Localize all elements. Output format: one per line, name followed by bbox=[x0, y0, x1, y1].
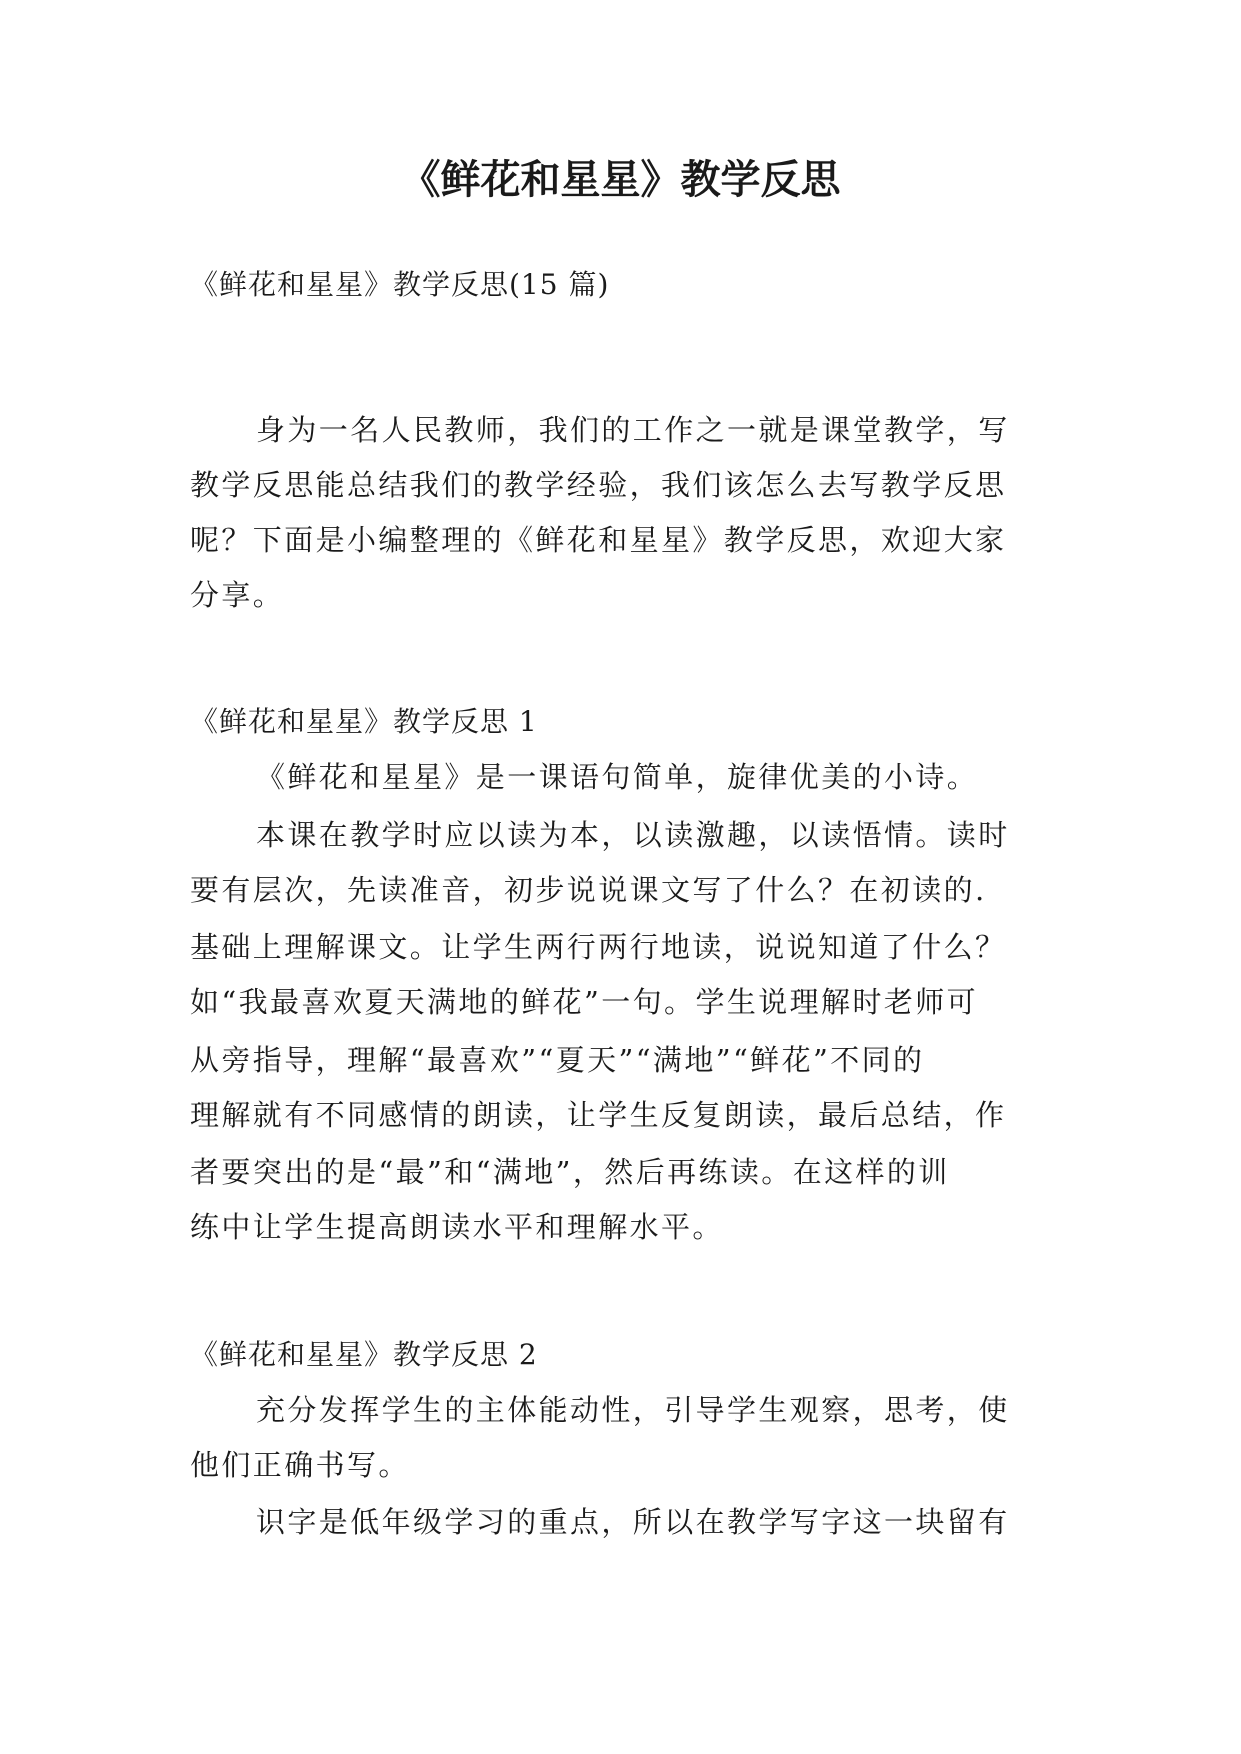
paragraph-line: 本课在教学时应以读为本，以读激趣，以读悟情。读时 bbox=[256, 818, 1010, 852]
intro-line: 分享。 bbox=[190, 578, 285, 612]
intro-line: 身为一名人民教师，我们的工作之一就是课堂教学，写 bbox=[256, 413, 1010, 447]
intro-line: 呢？下面是小编整理的《鲜花和星星》教学反思，欢迎大家 bbox=[190, 523, 1007, 557]
paragraph-line: 他们正确书写。 bbox=[190, 1448, 410, 1482]
paragraph-line: 练中让学生提高朗读水平和理解水平。 bbox=[190, 1210, 724, 1244]
paragraph-line: 理解就有不同感情的朗读，让学生反复朗读，最后总结，作 bbox=[190, 1098, 1007, 1132]
paragraph-line: 从旁指导，理解“最喜欢”“夏天”“满地”“鲜花”不同的 bbox=[190, 1043, 925, 1077]
paragraph-line: 充分发挥学生的主体能动性，引导学生观察，思考，使 bbox=[256, 1393, 1010, 1427]
document-subtitle: 《鲜花和星星》教学反思(15 篇) bbox=[190, 268, 610, 301]
paragraph-line: 如“我最喜欢夏天满地的鲜花”一句。学生说理解时老师可 bbox=[190, 985, 979, 1019]
paragraph-line: 基础上理解课文。让学生两行两行地读，说说知道了什么？ bbox=[190, 930, 1007, 964]
page-title: 《鲜花和星星》教学反思 bbox=[400, 157, 841, 203]
section-heading: 《鲜花和星星》教学反思 1 bbox=[190, 705, 538, 738]
intro-line: 教学反思能总结我们的教学经验，我们该怎么去写教学反思 bbox=[190, 468, 1007, 502]
paragraph-line: 者要突出的是“最”和“满地”，然后再练读。在这样的训 bbox=[190, 1155, 950, 1189]
paragraph-line: 《鲜花和星星》是一课语句简单，旋律优美的小诗。 bbox=[256, 760, 979, 794]
section-heading: 《鲜花和星星》教学反思 2 bbox=[190, 1338, 538, 1371]
paragraph-line: 识字是低年级学习的重点，所以在教学写字这一块留有 bbox=[256, 1505, 1010, 1539]
paragraph-line: 要有层次，先读准音，初步说说课文写了什么？在初读的. bbox=[190, 873, 987, 907]
